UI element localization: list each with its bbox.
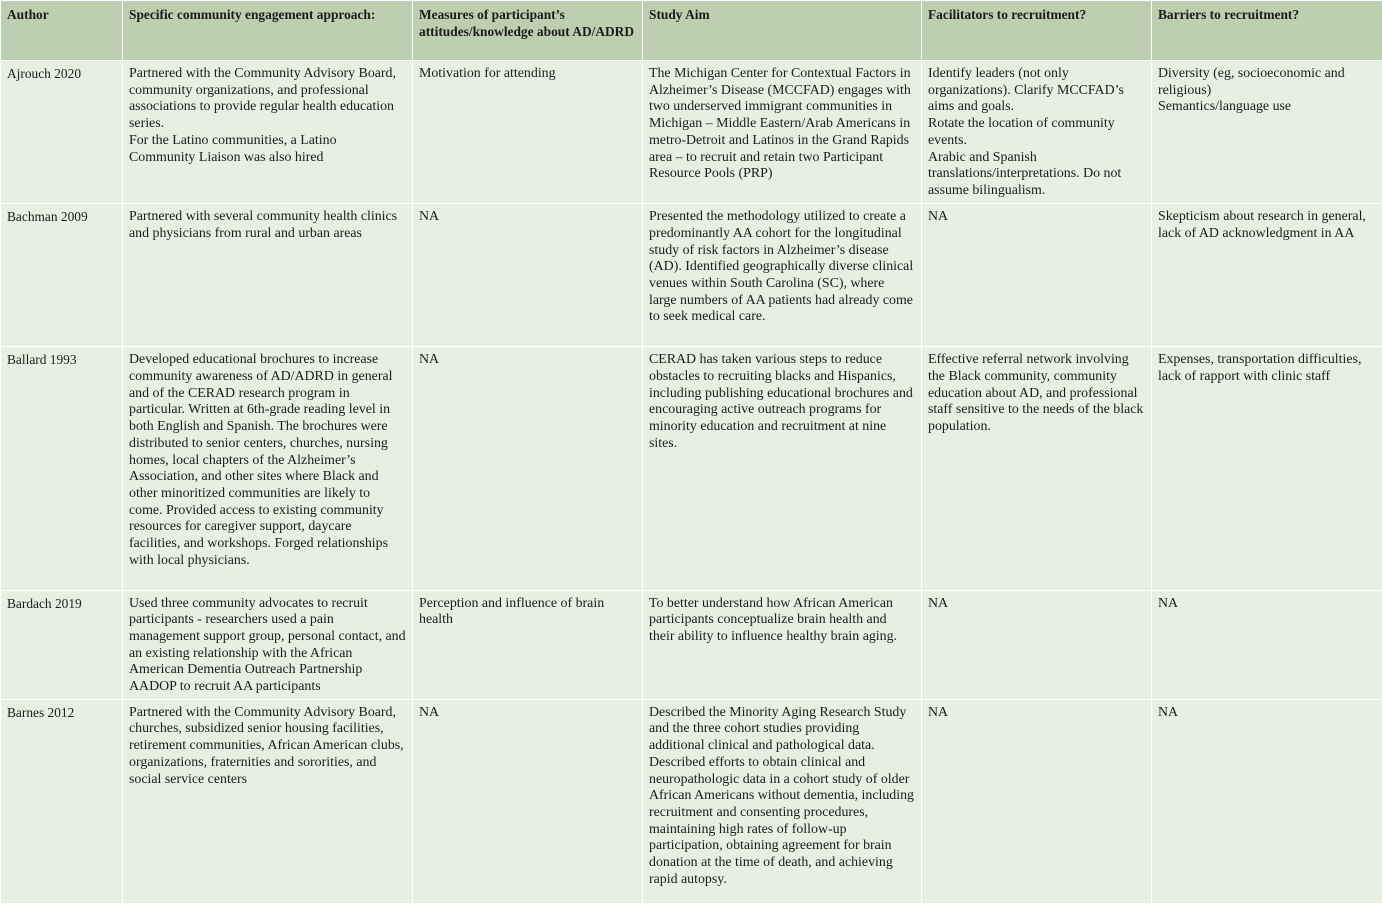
facilitators-text: Identify leaders (not only organizations). Clarify MCCFAD’s aims and goals. xyxy=(928,66,1124,115)
measures-cell: NA xyxy=(413,204,643,347)
facilitators-text-extra-2: Arabic and Spanish translations/interpretations. Do not assume bilingualism. xyxy=(928,149,1122,198)
barriers-cell xyxy=(1152,61,1382,204)
facilitators-cell: NA xyxy=(922,699,1152,903)
measures-cell: NA xyxy=(413,347,643,590)
aim-cell: Described the Minority Aging Research Study and the three cohort studies providing additional clinical and pathological data. Described efforts to obtain clinical and neuropathologic data in a cohort study of older African Americans without dementia, including recruitment and consenting procedures, maintaining high rates of follow-up participation, obtaining agreement for brain donation at the time of death, and achieving rapid autopsy. xyxy=(643,699,922,903)
facilitators-cell: NA xyxy=(922,204,1152,347)
barriers-text-extra: Semantics/language use xyxy=(1158,99,1292,115)
table-row xyxy=(1,61,1382,204)
approach-cell: Used three community advocates to recruit participants - researchers used a pain management support group, personal contact, and an existing relationship with the African American Dementia Outreach Partnership AADOP to recruit AA participants xyxy=(123,590,413,699)
header-barriers: Barriers to recruitment? xyxy=(1152,1,1382,61)
author-cell: Ballard 1993 xyxy=(1,347,123,590)
approach-cell: Developed educational brochures to increase community awareness of AD/ADRD in general and of the CERAD research program in particular. Written at 6th-grade reading level in both English and Spanish. The brochures were distributed to senior centers, churches, nursing homes, local chapters of the Alzheimer’s Association, and other sites where Black and other minoritized communities are likely to come. Provided access to existing community resources for caregiver support, daycare facilities, and workshops. Forged relationships with local physicians. xyxy=(123,347,413,590)
facilitators-cell xyxy=(922,61,1152,204)
table-row xyxy=(1,590,1382,699)
table-row xyxy=(1,347,1382,590)
measures-cell: Motivation for attending xyxy=(413,61,643,204)
table-body xyxy=(1,61,1382,904)
author-cell: Ajrouch 2020 xyxy=(1,61,123,204)
table-header xyxy=(1,1,1382,61)
header-facilitators: Facilitators to recruitment? xyxy=(922,1,1152,61)
measures-cell: Perception and influence of brain health xyxy=(413,590,643,699)
approach-text: Partnered with the Community Advisory Board, community organizations, and professional associations to provide regular health education series. xyxy=(129,66,396,132)
header-row xyxy=(1,1,1382,61)
measures-cell: NA xyxy=(413,699,643,903)
aim-cell: CERAD has taken various steps to reduce obstacles to recruiting blacks and Hispanics, including publishing educational brochures and encouraging active outreach programs for minority education and recruitment at nine sites. xyxy=(643,347,922,590)
barriers-cell: Expenses, transportation difficulties, lack of rapport with clinic staff xyxy=(1152,347,1382,590)
barriers-cell: Skepticism about research in general, lack of AD acknowledgment in AA xyxy=(1152,204,1382,347)
header-measures: Measures of participant’s attitudes/knowledge about AD/ADRD xyxy=(413,1,643,61)
table-row xyxy=(1,204,1382,347)
author-cell: Barnes 2012 xyxy=(1,699,123,903)
author-cell: Bachman 2009 xyxy=(1,204,123,347)
barriers-cell: NA xyxy=(1152,699,1382,903)
author-cell: Bardach 2019 xyxy=(1,590,123,699)
approach-cell xyxy=(123,61,413,204)
facilitators-cell: NA xyxy=(922,590,1152,699)
approach-cell: Partnered with the Community Advisory Board, churches, subsidized senior housing facilities, retirement communities, African American clubs, organizations, fraternities and sororities, and social service centers xyxy=(123,699,413,903)
approach-text-extra: For the Latino communities, a Latino Community Liaison was also hired xyxy=(129,132,337,165)
barriers-text: Diversity (eg, socioeconomic and religious) xyxy=(1158,66,1345,98)
header-study-aim: Study Aim xyxy=(643,1,922,61)
approach-cell: Partnered with several community health clinics and physicians from rural and urban areas xyxy=(123,204,413,347)
header-author: Author xyxy=(1,1,123,61)
table-row xyxy=(1,699,1382,903)
header-approach: Specific community engagement approach: xyxy=(123,1,413,61)
barriers-cell: NA xyxy=(1152,590,1382,699)
aim-cell: The Michigan Center for Contextual Factors in Alzheimer’s Disease (MCCFAD) engages with two underserved immigrant communities in Michigan – Middle Eastern/Arab Americans in metro-Detroit and Latinos in the Grand Rapids area – to recruit and retain two Participant Resource Pools (PRP) xyxy=(643,61,922,204)
aim-cell: To better understand how African American participants conceptualize brain health and their ability to influence healthy brain aging. xyxy=(643,590,922,699)
aim-cell: Presented the methodology utilized to create a predominantly AA cohort for the longitudinal study of risk factors in Alzheimer’s disease (AD). Identified geographically diverse clinical venues within South Carolina (SC), where large numbers of AA patients had already come to seek medical care. xyxy=(643,204,922,347)
facilitators-text-extra: Rotate the location of community events. xyxy=(928,116,1115,148)
facilitators-cell: Effective referral network involving the Black community, community education about AD, and professional staff sensitive to the needs of the black population. xyxy=(922,347,1152,590)
